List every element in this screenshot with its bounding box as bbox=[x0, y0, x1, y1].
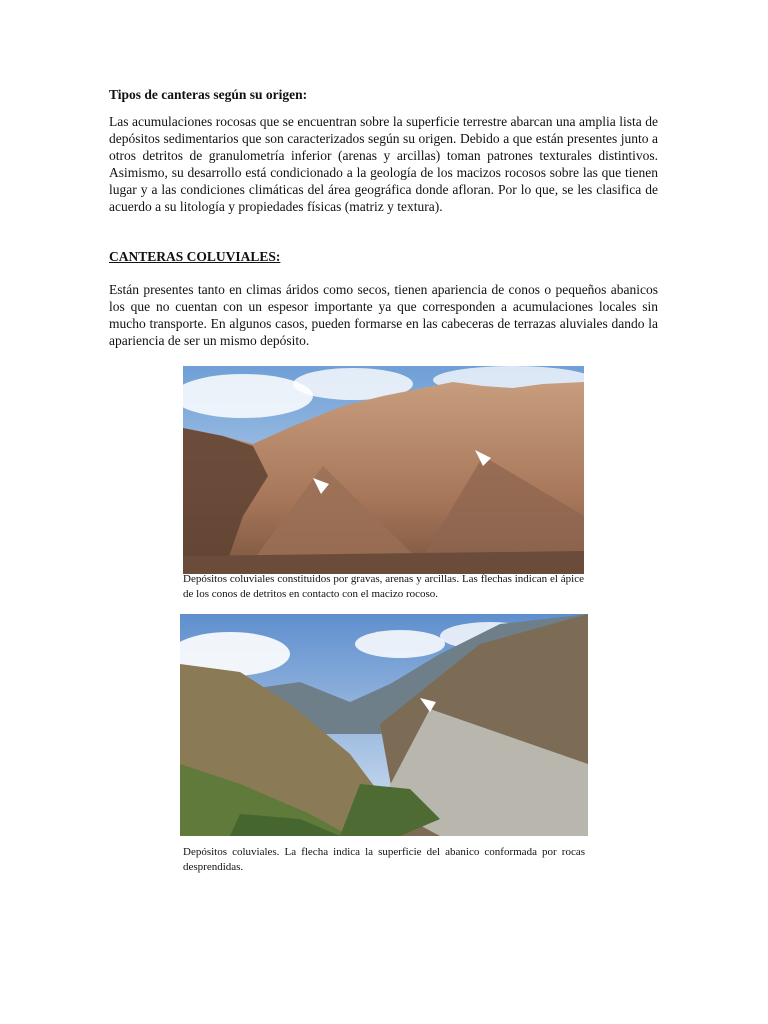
subsection-paragraph: Están presentes tanto en climas áridos como secos, tienen apariencia de conos o pequeños abanicos los que no cuentan con un espesor importante ya que corresponden a acumulaciones locales sin mucho transporte. En algunos casos, pueden formarse en las cabeceras de terrazas aluviales dando la apariencia de ser un mismo depósito. bbox=[109, 282, 658, 348]
figure-caption: Depósitos coluviales constituidos por gravas, arenas y arcillas. Las flechas indican el ápice de los conos de detritos en contacto con el macizo rocoso. bbox=[183, 573, 584, 600]
figure-caption: Depósitos coluviales. La flecha indica la superficie del abanico conformada por rocas desprendidas. bbox=[183, 846, 585, 873]
subsection-title: CANTERAS COLUVIALES: bbox=[109, 249, 281, 264]
colluvial-fan-photo bbox=[180, 614, 588, 836]
section-title: Tipos de canteras según su origen: bbox=[109, 87, 308, 102]
colluvial-cones-photo bbox=[183, 366, 584, 574]
intro-paragraph: Las acumulaciones rocosas que se encuentran sobre la superficie terrestre abarcan una amplia lista de depósitos sedimentarios que son caracterizados según su origen. Debido a que están presentes junto a otros detritos de granulometría inferior (arenas y arcillas) toman patrones texturales distintivos. Asimismo, su desarrollo está condicionado a la geología de los macizos rocosos sobre las que tienen lugar y a las condiciones climáticas del área geográfica donde afloran. Por lo que, se les clasifica de acuerdo a su litología y propiedades físicas (matriz y textura). bbox=[109, 114, 658, 214]
